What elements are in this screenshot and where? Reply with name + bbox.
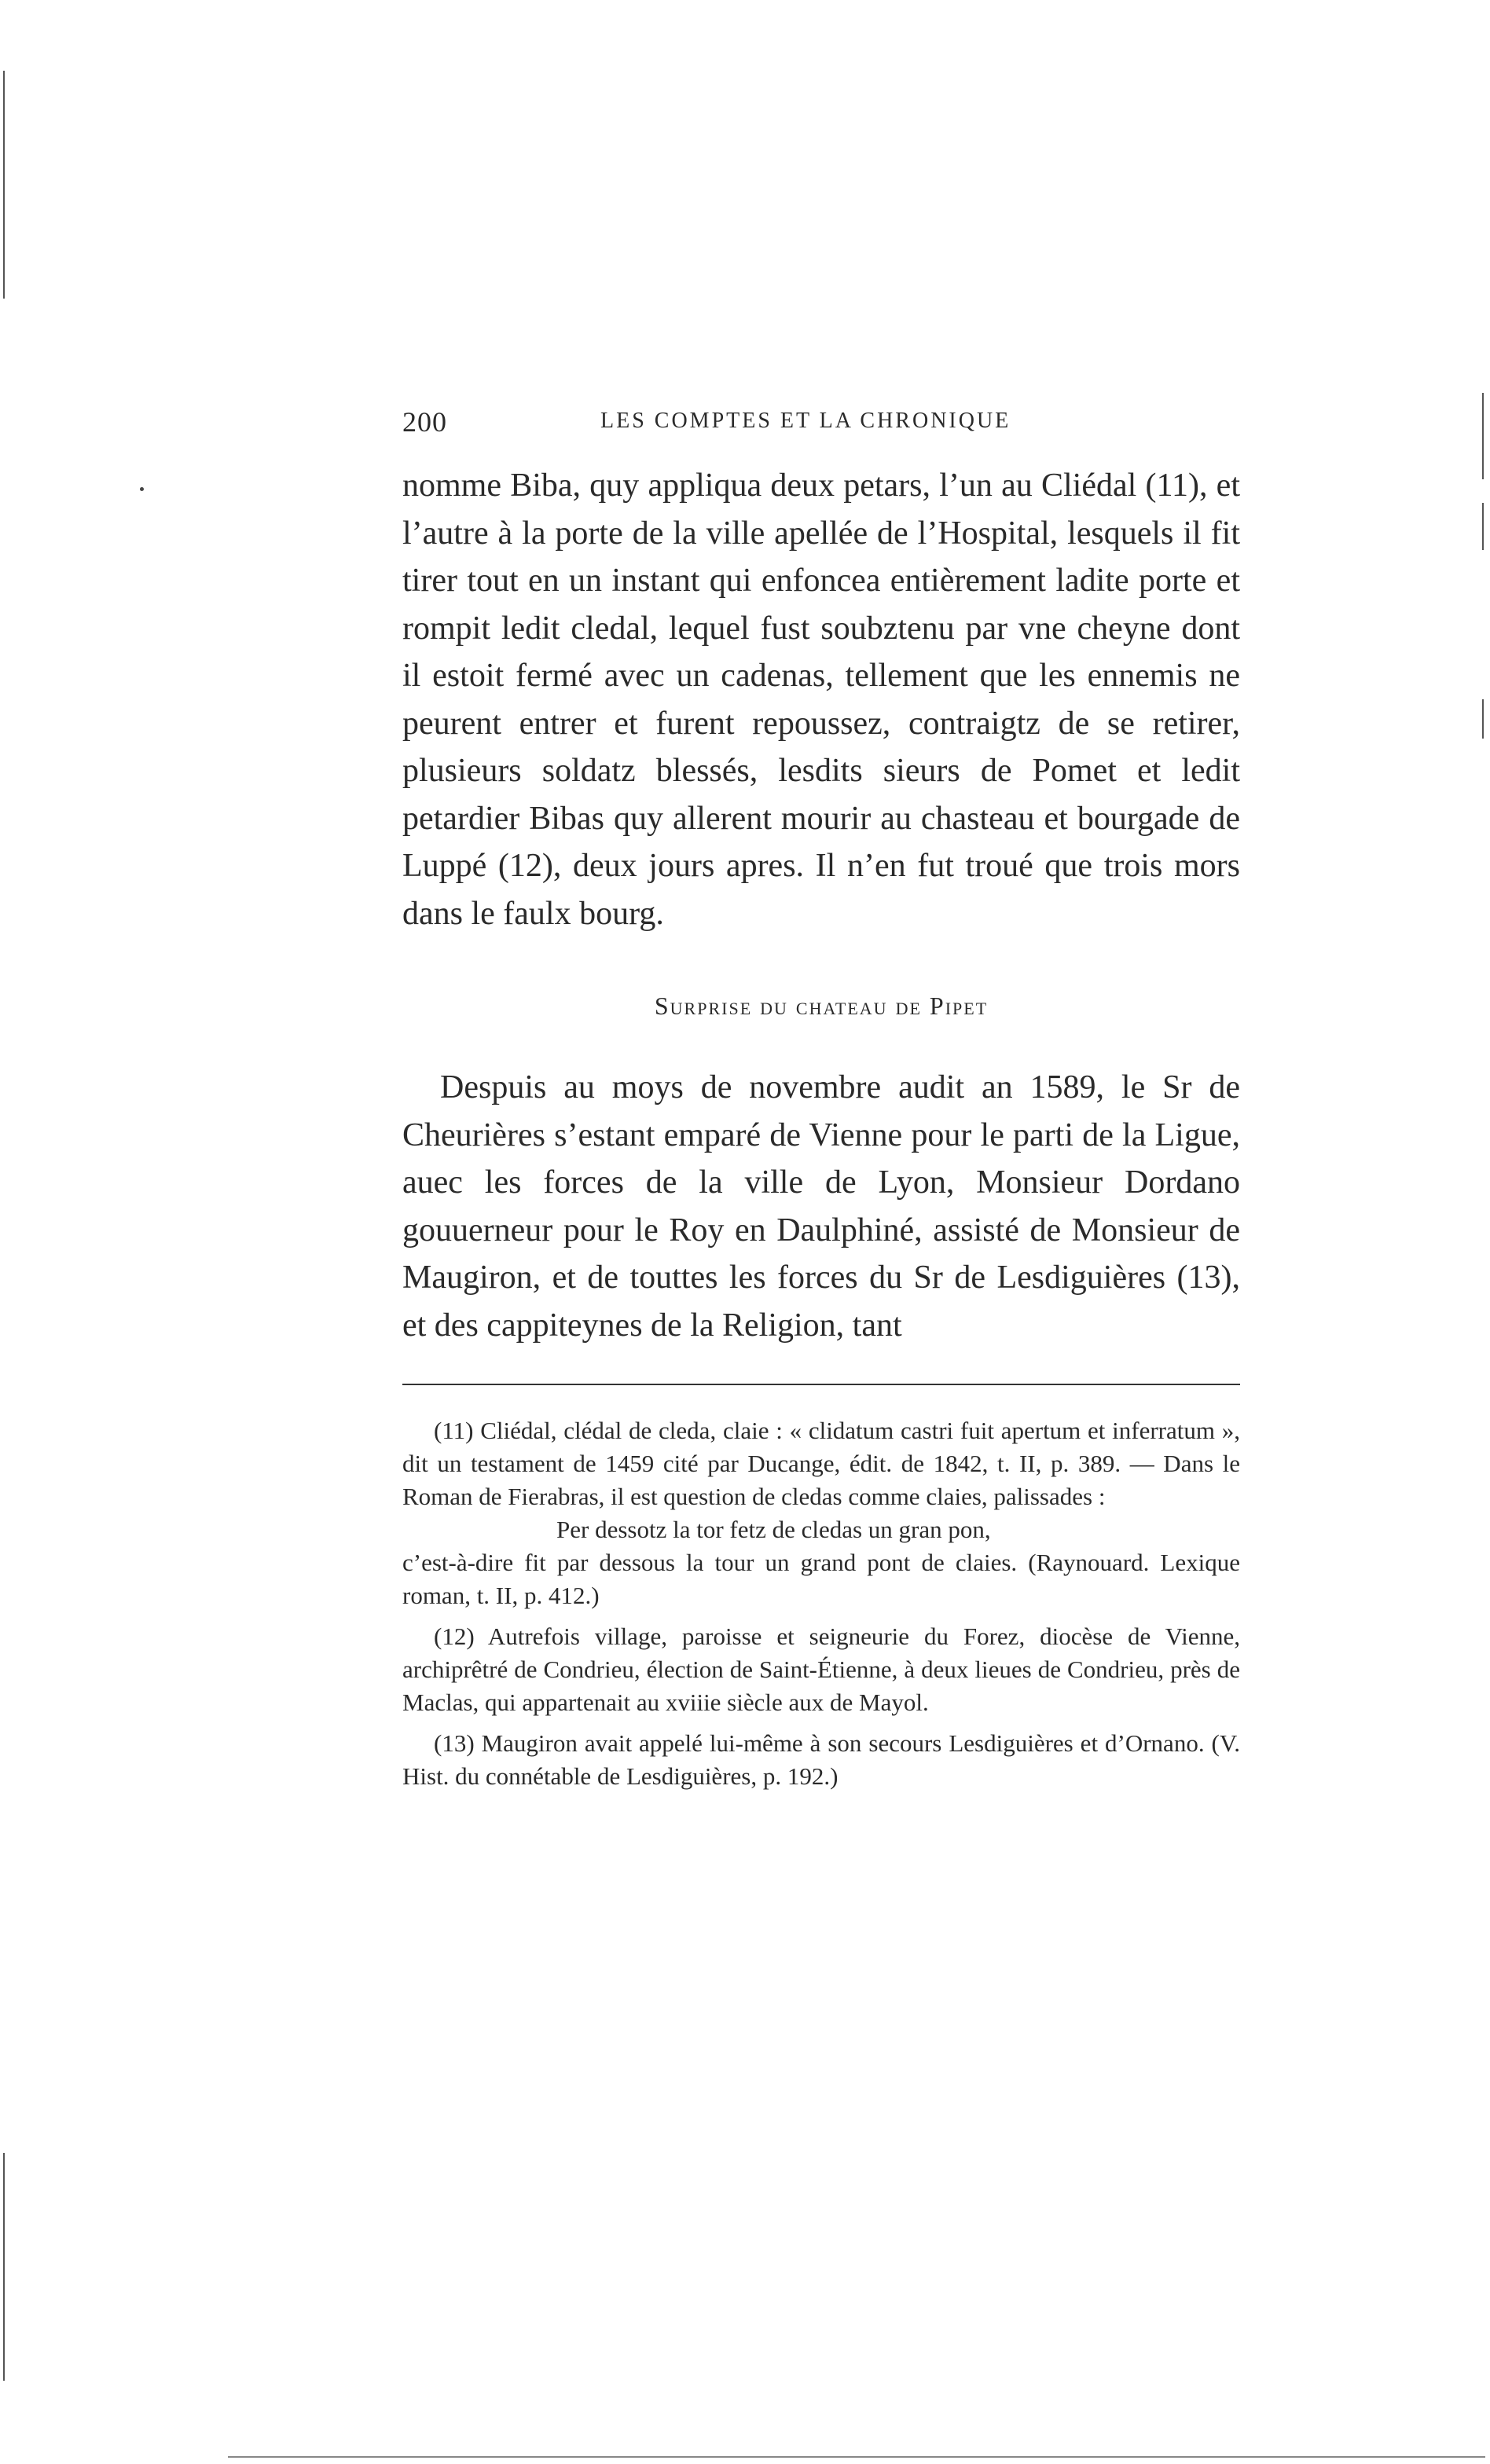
scan-edge-line-left-bottom bbox=[3, 2153, 5, 2381]
paragraph-text: nomme Biba, quy appliqua deux petars, l’un au Cliédal (11), et l’autre à la porte de la ville apellée de l’Hospital, lesquels il fit tirer tout en un instant qui enfoncea entièrement ladite porte et rompit ledit cledal, lequel fust soubztenu par vne cheyne dont il estoit fermé avec un cadenas, tellement que les ennemis ne peurent entrer et furent repoussez, contraigtz de se retirer, plusieurs soldatz blessés, lesdits sieurs de Pomet et ledit petardier Bibas quy allerent mourir au chasteau et bourgade de Luppé (12), deux jours apres. Il n’en fut troué que trois mors dans le faulx bourg. bbox=[402, 468, 1240, 932]
running-title: LES COMPTES ET LA CHRONIQUE bbox=[600, 409, 1011, 433]
section-title: Surprise du chateau de Pipet bbox=[654, 992, 989, 1020]
body-paragraph-1 bbox=[402, 462, 1240, 937]
scan-edge-line-left-top bbox=[3, 71, 5, 299]
footnote-11: (11) Cliédal, clédal de cleda, claie : « clidatum castri fuit apertum et inferratum », dit un testament de 1459 cité par Ducange, édit. de 1842, t. II, p. 389. — Dans le Roman de Fierabras, il est question de cledas comme claies, palissades : bbox=[402, 1417, 1240, 1510]
body-paragraph-2 bbox=[402, 1064, 1240, 1349]
page-header bbox=[402, 405, 1243, 445]
footnote-11-verse: Per dessotz la tor fetz de cledas un gran pon, bbox=[556, 1516, 991, 1543]
footnote-separator bbox=[402, 1384, 1240, 1385]
footnote-13: (13) Maugiron avait appelé lui-même à son secours Lesdiguières et d’Ornano. (V. Hist. du connétable de Lesdiguières, p. 192.) bbox=[402, 1729, 1240, 1790]
footnote-11-continuation: c’est-à-dire fit par dessous la tour un grand pont de claies. (Raynouard. Lexique roman, t. II, p. 412.) bbox=[402, 1549, 1240, 1609]
page-number: 200 bbox=[402, 406, 447, 438]
footnotes bbox=[402, 1414, 1240, 1793]
scan-edge-line-right-lower bbox=[1482, 699, 1484, 739]
footnote-12: (12) Autrefois village, paroisse et seigneurie du Forez, diocèse de Vienne, archiprêtré de Condrieu, élection de Saint-Étienne, à deux lieues de Condrieu, près de Maclas, qui appartenait au xviiie siècle aux de Mayol. bbox=[402, 1622, 1240, 1716]
scan-edge-line-bottom bbox=[228, 2456, 1485, 2458]
scan-edge-line-right-mid bbox=[1482, 503, 1484, 550]
paragraph-text: Despuis au moys de novembre audit an 1589, le Sr de Cheurières s’estant emparé de Vienne pour le parti de la Ligue, auec les forces de la ville de Lyon, Monsieur Dordano gouuerneur pour le Roy en Daulphiné, assisté de Monsieur de Maugiron, et de touttes les forces du Sr de Lesdiguières (13), et des cappiteynes de la Religion, tant bbox=[402, 1069, 1240, 1344]
scan-edge-line-right-top bbox=[1482, 393, 1484, 479]
scan-speck bbox=[140, 487, 144, 491]
